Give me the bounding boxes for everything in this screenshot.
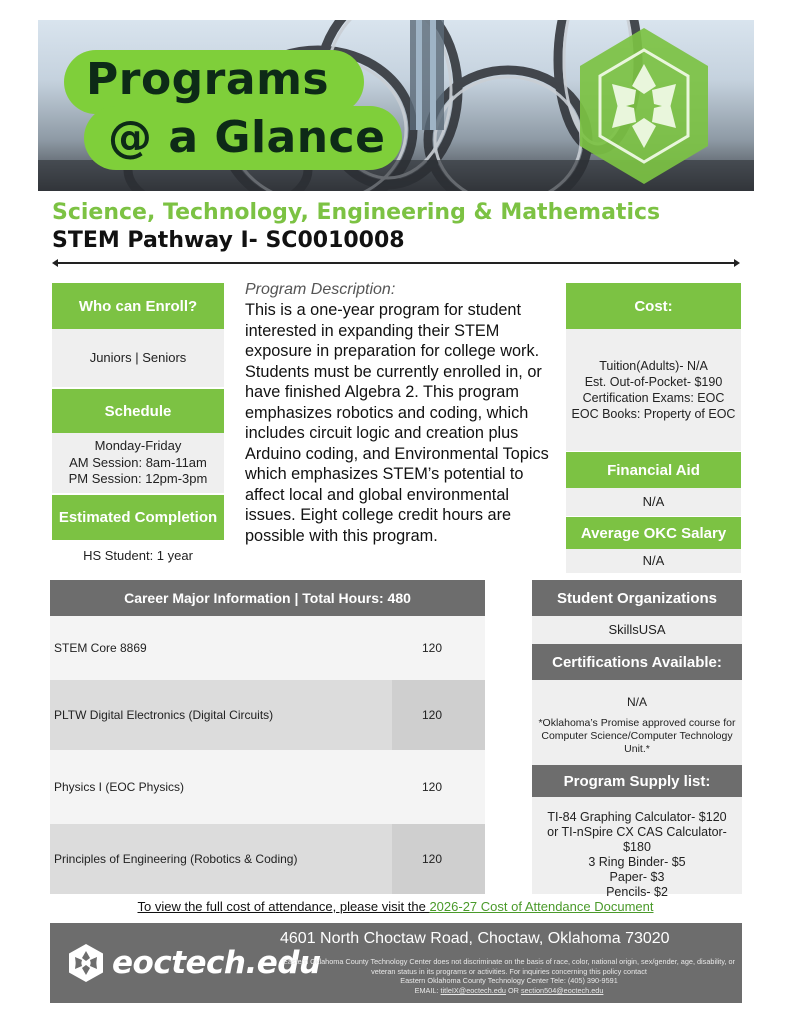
cost-books: EOC Books: Property of EOC bbox=[571, 407, 736, 422]
header-banner bbox=[38, 20, 754, 191]
attendance-line bbox=[0, 899, 791, 914]
course-name: STEM Core 8869 bbox=[54, 641, 147, 655]
footer-brand: eoctech.edu bbox=[112, 945, 321, 981]
cost-of-attendance-link[interactable]: 2026-27 Cost of Attendance Document bbox=[429, 899, 654, 914]
footer bbox=[50, 923, 742, 1003]
footer-address: 4601 North Choctaw Road, Choctaw, Oklahoma 73020 bbox=[280, 930, 670, 947]
cost-tuition: Tuition(Adults)- N/A bbox=[599, 358, 708, 373]
list-item: Pencils- $2 bbox=[606, 885, 668, 899]
contact-emails bbox=[280, 986, 738, 996]
email-separator: OR bbox=[505, 985, 521, 995]
pathway-title: STEM Pathway I- SC0010008 bbox=[52, 228, 405, 253]
completion-heading: Estimated Completion bbox=[52, 495, 224, 540]
enroll-value: Juniors | Seniors bbox=[52, 329, 224, 387]
financial-aid-heading: Financial Aid bbox=[566, 452, 741, 488]
course-hours: 120 bbox=[422, 641, 443, 655]
course-hours: 120 bbox=[422, 780, 443, 794]
program-description: This is a one-year program for student interested in expanding their STEM exposure in preparation for college work. Students must be currently enrolled in, or have finished Algebra 2. This program emphasizes robotics and coding, which includes circuit logic and creation plus Arduino coding, and Environmental Topics which emphasizes STEM’s potential to affect local and global environmental issues. Eight college credit hours are possible with this program. bbox=[245, 301, 549, 545]
salary-heading: Average OKC Salary bbox=[566, 517, 741, 549]
supply-list-heading: Program Supply list: bbox=[532, 765, 742, 797]
description-label: Program Description: bbox=[245, 281, 396, 298]
certifications-value: N/A bbox=[626, 695, 647, 709]
table-row bbox=[50, 680, 485, 750]
schedule-heading: Schedule bbox=[52, 389, 224, 433]
certifications-heading: Certifications Available: bbox=[532, 644, 742, 680]
attendance-prefix: To view the full cost of attendance, please visit the bbox=[137, 899, 430, 914]
section504-email-link[interactable]: section504@eoctech.edu bbox=[520, 985, 604, 995]
schedule-pm: PM Session: 12pm-3pm bbox=[68, 471, 208, 487]
financial-aid-value: N/A bbox=[566, 488, 741, 516]
email-label: EMAIL: bbox=[414, 985, 441, 995]
banner-title-line1: Programs bbox=[86, 54, 330, 105]
table-row bbox=[50, 616, 485, 680]
list-item: TI-84 Graphing Calculator- $120 bbox=[547, 810, 727, 824]
cost-heading: Cost: bbox=[566, 283, 741, 329]
certifications-box bbox=[532, 680, 742, 765]
schedule-am: AM Session: 8am-11am bbox=[69, 454, 207, 470]
course-name: Principles of Engineering (Robotics & Coding) bbox=[54, 852, 298, 866]
course-name: PLTW Digital Electronics (Digital Circuits) bbox=[54, 708, 274, 722]
supply-list bbox=[532, 797, 742, 899]
eoc-gear-logo-icon bbox=[66, 943, 106, 983]
course-hours: 120 bbox=[422, 708, 443, 722]
title-divider bbox=[54, 262, 738, 264]
cost-certification: Certification Exams: EOC bbox=[582, 391, 725, 405]
banner-title-line2: @ a Glance bbox=[108, 112, 386, 163]
career-table-heading: Career Major Information | Total Hours: 480 bbox=[50, 580, 485, 616]
titleix-email-link[interactable]: titleIX@eoctech.edu bbox=[440, 985, 506, 995]
list-item: Paper- $3 bbox=[609, 870, 665, 884]
course-name: Physics I (EOC Physics) bbox=[54, 780, 185, 794]
table-row bbox=[50, 750, 485, 824]
table-row bbox=[50, 824, 485, 894]
certifications-note: *Oklahoma’s Promise approved course for Computer Science/Computer Technology Unit.* bbox=[538, 717, 736, 755]
cost-out-of-pocket: Est. Out-of-Pocket- $190 bbox=[584, 374, 723, 389]
course-hours: 120 bbox=[422, 852, 443, 866]
nondiscrimination-statement: Eastern Oklahoma County Technology Center does not discriminate on the basis of race, color, national origin, sex/gender, age, disability, or veteran status in its programs or activities. For inquiries concerning this policy contact bbox=[283, 957, 735, 976]
completion-value: HS Student: 1 year bbox=[52, 540, 224, 572]
enroll-heading: Who can Enroll? bbox=[52, 283, 224, 329]
contact-phone: Eastern Oklahoma County Technology Center Tele: (405) 390-9591 bbox=[400, 976, 618, 986]
program-category: Science, Technology, Engineering & Mathematics bbox=[52, 200, 661, 225]
eoc-hexagon-logo-icon bbox=[574, 24, 714, 188]
list-item: 3 Ring Binder- $5 bbox=[588, 855, 686, 869]
schedule-box bbox=[52, 433, 224, 493]
title-badge bbox=[64, 50, 409, 178]
cost-box bbox=[566, 329, 741, 451]
schedule-days: Monday-Friday bbox=[94, 437, 182, 453]
salary-value: N/A bbox=[566, 549, 741, 573]
organizations-heading: Student Organizations bbox=[532, 580, 742, 616]
footer-legal bbox=[280, 957, 738, 995]
list-item: or TI-nSpire CX CAS Calculator- $180 bbox=[547, 825, 727, 854]
organizations-value: SkillsUSA bbox=[532, 616, 742, 644]
